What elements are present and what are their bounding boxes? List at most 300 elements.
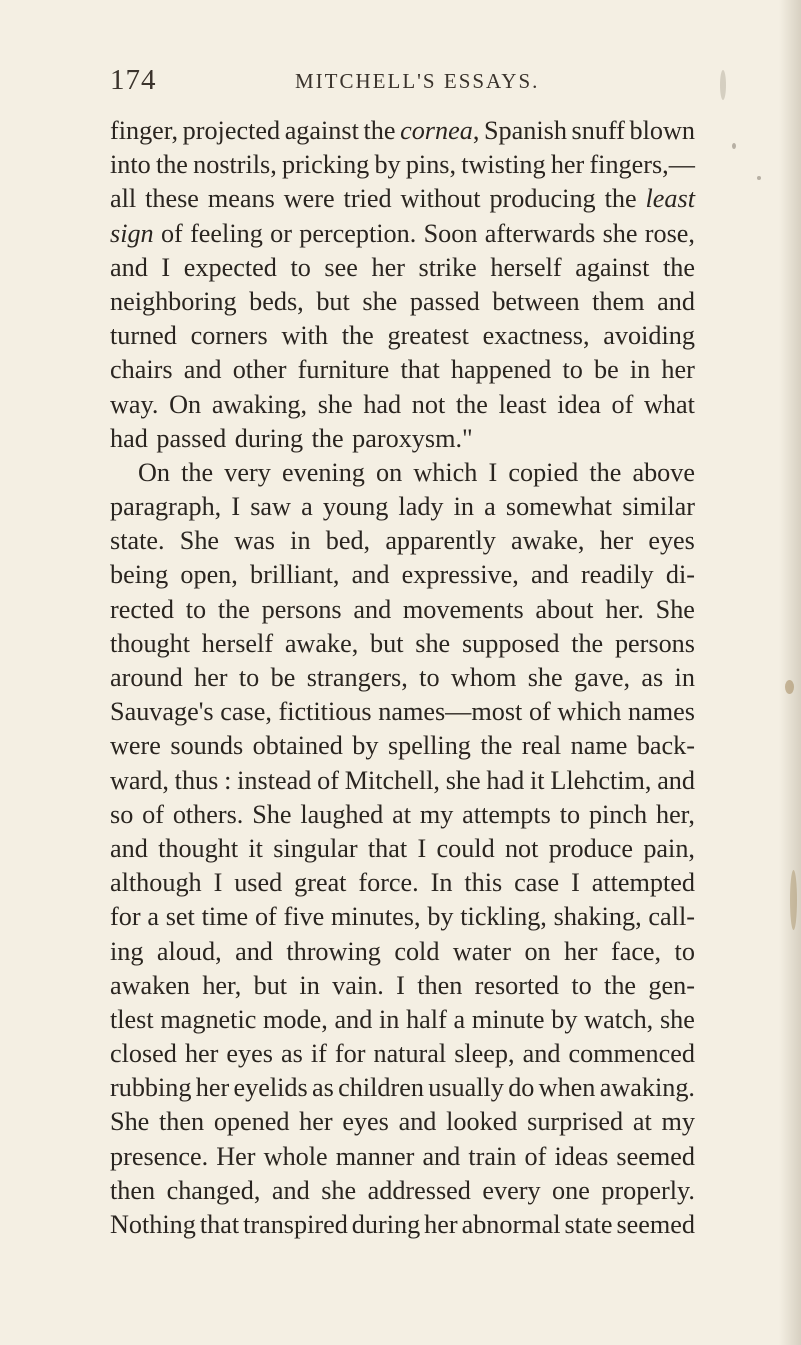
word: without	[400, 184, 481, 214]
word: in	[629, 355, 651, 385]
word: nostrils,	[193, 150, 277, 180]
word: and	[530, 560, 569, 590]
word: see	[324, 252, 358, 282]
word: exactness,	[482, 321, 590, 351]
word: aloud,	[156, 936, 222, 966]
word: her	[194, 663, 228, 692]
word: way.	[110, 389, 159, 419]
word: throwing	[286, 936, 381, 966]
word: means	[207, 184, 275, 214]
text-line	[110, 114, 695, 148]
word: to	[238, 663, 260, 692]
word: and	[110, 833, 148, 863]
word: the	[363, 116, 396, 145]
word: and	[351, 560, 390, 590]
word: ward,	[110, 765, 169, 795]
text-line	[110, 388, 695, 422]
word: being	[110, 560, 169, 590]
word: as	[641, 663, 664, 692]
word: case,	[220, 697, 272, 727]
word: she	[527, 663, 563, 692]
text-line	[110, 661, 695, 695]
word: to	[290, 252, 311, 282]
word: looked	[446, 1107, 518, 1137]
word: her	[424, 1210, 458, 1239]
word: the	[181, 457, 214, 487]
word: properly.	[601, 1175, 695, 1205]
text-line	[110, 866, 695, 900]
text-line	[110, 1105, 695, 1139]
word: name	[570, 731, 628, 761]
word: seemed	[616, 1141, 695, 1171]
word: that	[400, 355, 440, 385]
text-line	[110, 422, 695, 456]
text-line	[110, 1208, 695, 1242]
word: minute	[471, 1004, 545, 1034]
word: turned	[110, 321, 177, 351]
word: thought	[110, 628, 191, 658]
word: She	[179, 526, 220, 556]
word: watch,	[584, 1004, 654, 1034]
word: I	[213, 868, 223, 898]
word: :	[224, 765, 232, 795]
word: lady	[398, 492, 444, 522]
word: for	[110, 902, 141, 932]
page-edge-shadow	[779, 0, 801, 1345]
word: names	[628, 697, 695, 727]
word: Soon	[423, 218, 478, 248]
word: thought	[158, 833, 239, 863]
word: and	[271, 1175, 310, 1205]
word: set	[165, 902, 195, 932]
word: real	[521, 731, 562, 761]
word: seemed	[616, 1210, 695, 1239]
word: her.	[605, 594, 644, 624]
word: them	[592, 286, 645, 316]
word: manner	[335, 1141, 415, 1171]
word: fictitious	[278, 697, 372, 727]
word: instead	[237, 765, 312, 795]
word: call-	[648, 902, 695, 932]
word: somewhat	[505, 492, 613, 522]
word: strangers,	[306, 663, 408, 692]
word: her	[184, 1039, 219, 1069]
word: had passed during the paroxysm."	[110, 423, 473, 453]
word: a	[453, 1004, 466, 1034]
word: shaking,	[553, 902, 642, 932]
word: pain,	[643, 833, 695, 863]
word: with	[281, 321, 329, 351]
word: I	[161, 252, 171, 282]
word: awake,	[511, 526, 585, 556]
word: attempted	[591, 868, 695, 898]
word: readily	[580, 560, 654, 590]
word: She	[655, 594, 695, 624]
word: it	[530, 765, 545, 795]
word: against	[284, 116, 359, 145]
word: and	[398, 1107, 437, 1137]
text-line	[110, 456, 695, 490]
word: by	[374, 150, 401, 180]
word: sleep,	[454, 1039, 515, 1069]
word: her	[599, 526, 634, 556]
word: neighboring	[110, 286, 237, 316]
text-line	[110, 1037, 695, 1071]
word: blown	[629, 116, 695, 145]
word: copied	[508, 457, 579, 487]
word: sign	[110, 218, 154, 248]
word: the	[604, 970, 637, 1000]
word: other	[232, 355, 287, 385]
word: I	[396, 970, 405, 1000]
word: I	[417, 833, 427, 863]
word: to	[559, 799, 581, 829]
word: She	[110, 1107, 150, 1137]
word: attempts	[462, 799, 551, 829]
word: train	[468, 1141, 517, 1171]
word: against	[575, 252, 650, 282]
word: produce	[548, 833, 634, 863]
text-line	[110, 1140, 695, 1174]
word: by	[427, 902, 454, 932]
word: rubbing	[110, 1073, 192, 1103]
word: back-	[636, 731, 695, 761]
text-line	[110, 900, 695, 934]
word: of	[528, 697, 551, 727]
word: strike	[418, 252, 477, 282]
ink-speck	[732, 143, 736, 149]
word: my	[419, 799, 454, 829]
word: to	[674, 936, 695, 966]
word: Spanish	[483, 116, 567, 145]
word: to	[185, 594, 207, 624]
word: that	[367, 833, 408, 863]
word: apparently	[385, 526, 496, 556]
word: above	[632, 457, 695, 487]
text-line	[110, 148, 695, 182]
word: not	[411, 389, 446, 419]
ink-speck	[757, 176, 761, 180]
word: saw	[250, 492, 291, 522]
word: at	[392, 799, 411, 829]
word: were	[110, 731, 161, 761]
word: and	[235, 936, 273, 966]
word: fingers,—	[589, 150, 695, 180]
word: children	[338, 1073, 424, 1103]
word: surprised	[527, 1107, 624, 1137]
word: every	[482, 1175, 541, 1205]
word: magnetic	[160, 1004, 257, 1034]
word: in	[299, 970, 320, 1000]
word: supposed	[461, 628, 560, 658]
word: or	[270, 218, 292, 248]
word: of	[524, 1141, 547, 1171]
word: which	[557, 697, 622, 727]
word: mode,	[263, 1004, 328, 1034]
word: furniture	[297, 355, 390, 385]
word: idea	[557, 389, 601, 419]
word: closed	[110, 1039, 177, 1069]
word: the	[455, 389, 488, 419]
word: the	[155, 150, 188, 180]
word: projected	[182, 116, 281, 145]
word: natural	[373, 1039, 447, 1069]
word: time	[201, 902, 249, 932]
word: tlest	[110, 1004, 154, 1034]
word: least	[645, 184, 695, 214]
ink-speck	[790, 870, 797, 930]
word: a	[484, 492, 496, 522]
word: her	[564, 936, 598, 966]
word: in	[674, 663, 695, 692]
word: had	[363, 389, 402, 419]
text-line	[110, 593, 695, 627]
text-line	[110, 695, 695, 729]
word: by	[551, 1004, 578, 1034]
word: least	[498, 389, 547, 419]
word: gen-	[648, 970, 695, 1000]
word: Sauvage's	[110, 697, 214, 727]
word: thus	[174, 765, 219, 795]
word: then	[159, 1107, 205, 1137]
word: Nothing	[110, 1210, 196, 1239]
word: between	[492, 286, 580, 316]
word: similar	[622, 492, 695, 522]
word: she	[362, 286, 398, 316]
word: be	[593, 355, 619, 385]
word: obtained	[252, 731, 343, 761]
word: her	[550, 150, 585, 180]
word: but	[316, 286, 350, 316]
word: half	[406, 1004, 447, 1034]
word: her	[371, 252, 405, 282]
word: in	[290, 526, 311, 556]
word: and	[110, 252, 148, 282]
word: presence.	[110, 1141, 209, 1171]
text-line	[110, 1003, 695, 1037]
word: cold	[394, 936, 440, 966]
word: perception.	[299, 218, 417, 248]
text-line	[110, 558, 695, 592]
word: pinch	[588, 799, 648, 829]
word: on	[376, 457, 403, 487]
word: I	[571, 868, 580, 898]
word: She	[252, 799, 292, 829]
word: I	[231, 492, 241, 522]
text-line	[110, 182, 695, 216]
word: then	[417, 970, 463, 1000]
body-text	[110, 114, 695, 1242]
word: eyes	[648, 526, 695, 556]
ink-speck	[720, 70, 726, 100]
word: tickling,	[460, 902, 547, 932]
word: the	[589, 457, 622, 487]
word: into	[110, 150, 151, 180]
word: state	[564, 1210, 613, 1239]
word: and	[657, 286, 695, 316]
word: to	[571, 970, 592, 1000]
word: awaken	[110, 970, 190, 1000]
word: spelling	[387, 731, 471, 761]
word: used	[234, 868, 283, 898]
word: feeling	[190, 218, 263, 248]
word: On	[169, 389, 202, 419]
word: changed,	[166, 1175, 261, 1205]
word: abnormal	[461, 1210, 561, 1239]
word: di-	[665, 560, 695, 590]
running-head-title: MITCHELL'S ESSAYS.	[295, 69, 540, 93]
page-number: 174	[110, 64, 157, 96]
word: and	[657, 765, 695, 795]
word: the	[663, 252, 695, 282]
word: open,	[180, 560, 238, 590]
word: of	[142, 799, 164, 829]
word: rose,	[644, 218, 695, 248]
word: and	[183, 355, 222, 385]
word: that	[199, 1210, 240, 1239]
word: herself	[490, 252, 562, 282]
text-line	[110, 798, 695, 832]
word: addressed	[367, 1175, 471, 1205]
word: state.	[110, 526, 165, 556]
word: eyes	[226, 1039, 273, 1069]
word: On	[138, 457, 171, 487]
word: pins,	[405, 150, 457, 180]
word: of	[611, 389, 634, 419]
word: which	[413, 457, 478, 487]
word: movements	[402, 594, 524, 624]
word: passed	[409, 286, 480, 316]
word: avoiding	[603, 321, 695, 351]
word: if	[310, 1039, 327, 1069]
word: sounds	[170, 731, 244, 761]
word: a	[301, 492, 313, 522]
word: but	[253, 970, 288, 1000]
word: pricking	[281, 150, 370, 180]
word: expressive,	[401, 560, 519, 590]
word: bed,	[325, 526, 371, 556]
word: very	[224, 457, 271, 487]
word: twisting	[461, 150, 546, 180]
word: usually	[428, 1073, 504, 1103]
word: she	[321, 1175, 357, 1205]
word: brilliant,	[250, 560, 340, 590]
word: Mitchell,	[344, 765, 440, 795]
text-line	[110, 764, 695, 798]
word: could	[436, 833, 495, 863]
word: so	[110, 799, 134, 829]
word: great	[294, 868, 347, 898]
word: she	[659, 1004, 695, 1034]
word: others.	[172, 799, 244, 829]
word: around	[110, 663, 183, 692]
word: cornea,	[400, 116, 480, 145]
word: case	[514, 868, 560, 898]
text-line	[110, 969, 695, 1003]
word: the	[480, 731, 513, 761]
word: minutes,	[331, 902, 421, 932]
word: had	[486, 765, 525, 795]
text-line	[110, 832, 695, 866]
word: force.	[358, 868, 419, 898]
word: afterwards	[484, 218, 596, 248]
word: names—most	[378, 697, 523, 727]
word: then	[110, 1175, 156, 1205]
word: she	[415, 628, 451, 658]
word: I	[488, 457, 498, 487]
word: as	[281, 1039, 303, 1069]
text-line	[110, 627, 695, 661]
word: by	[352, 731, 379, 761]
word: and	[522, 1039, 561, 1069]
word: to	[562, 355, 583, 385]
word: in	[453, 492, 475, 522]
word: do	[508, 1073, 535, 1103]
word: not	[504, 833, 539, 863]
word: corners	[190, 321, 268, 351]
word: when	[538, 1073, 596, 1103]
text-line	[110, 285, 695, 319]
word: awake,	[284, 628, 359, 658]
text-line	[110, 217, 695, 251]
word: was	[234, 526, 275, 556]
word: the	[571, 628, 604, 658]
running-head	[110, 64, 685, 98]
word: awaking,	[211, 389, 308, 419]
word: ing	[110, 936, 144, 966]
word: persons	[261, 594, 342, 624]
word: but	[370, 628, 404, 658]
word: to	[419, 663, 440, 692]
word: on	[524, 936, 551, 966]
word: producing	[489, 184, 596, 214]
word: her	[299, 1107, 333, 1137]
word: gave,	[574, 663, 630, 692]
word: transpired	[243, 1210, 348, 1239]
word: water	[452, 936, 512, 966]
word: these	[145, 184, 199, 214]
word: paragraph,	[110, 492, 222, 522]
word: finger,	[110, 116, 179, 145]
word: were	[283, 184, 335, 214]
word: her,	[655, 799, 695, 829]
word: of	[317, 765, 339, 795]
word: beds,	[249, 286, 304, 316]
word: In	[430, 868, 453, 898]
word: awaking.	[599, 1073, 695, 1103]
word: young	[322, 492, 389, 522]
text-line	[110, 251, 695, 285]
word: and	[353, 594, 392, 624]
word: Llehctim,	[550, 765, 652, 795]
word: about	[535, 594, 594, 624]
word: the	[217, 594, 250, 624]
word: resorted	[474, 970, 559, 1000]
word: her,	[202, 970, 242, 1000]
word: face,	[610, 936, 662, 966]
word: it	[248, 833, 263, 863]
word: my	[661, 1107, 695, 1137]
word: and	[422, 1141, 461, 1171]
word: greatest	[387, 321, 469, 351]
word: at	[632, 1107, 652, 1137]
text-line	[110, 729, 695, 763]
word: her	[661, 355, 695, 385]
word: Her	[216, 1141, 256, 1171]
text-line	[110, 1174, 695, 1208]
word: as	[312, 1073, 334, 1103]
word: of	[254, 902, 277, 932]
